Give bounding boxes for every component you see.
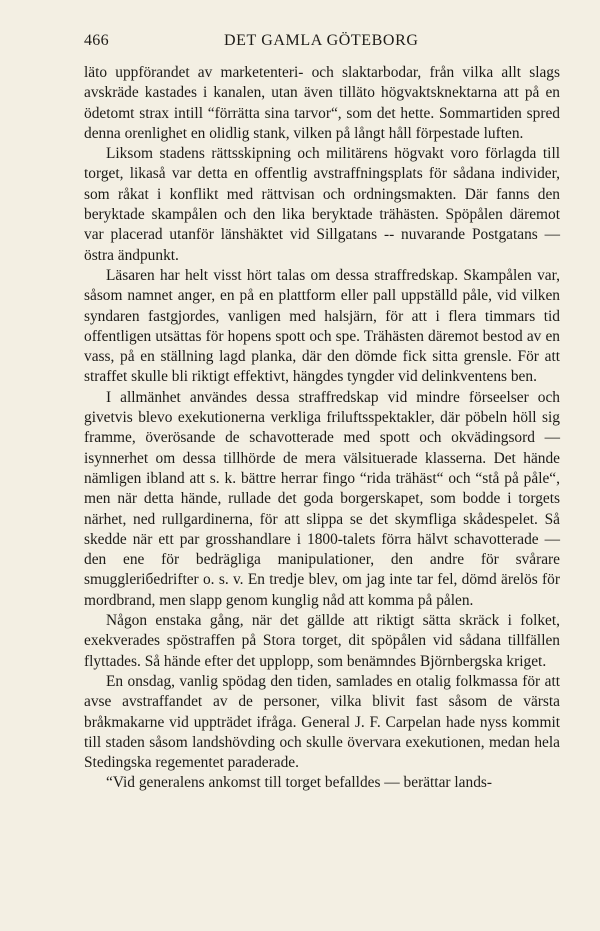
running-title: DET GAMLA GÖTEBORG <box>224 32 419 49</box>
page-number: 466 <box>84 32 109 49</box>
paragraph: Liksom stadens rättsskipning och militärens högvakt voro förlagda till torget, likaså var detta en offentlig avstraffningsplats för sådana individer, som råkat i konflikt med rättvisan och ordningsmakten. Där fanns den beryktade skampålen och den lika beryktade trähästen. Spöpålen däremot var placerad utanför länshäktet vid Sillgatans -- nuvarande Postgatans — östra ändpunkt. <box>84 145 560 264</box>
paragraph: I allmänhet användes dessa straffredskap vid mindre förseelser och givetvis blevo exekutionerna verkliga friluftsspektakler, där pöbeln höll sig framme, överösande de schavotterade med spott och okvädingsord — isynnerhet om dessa tillhörde de mera välsituerade klasserna. Det hände nämligen ibland att s. k. bättre herrar fingo “rida trähäst“ och “stå på påle“, men när detta hände, rullade det goda borgerskapet, som bodde i torgets närhet, ned rullgardinerna, för att slippa se det skymfliga skådespelet. Så skedde när ett par grosshandlare i 1800-talets förra hälvt schavotterade — den ene för bedrägliga manipulationer, den andre för svårare smugglerібedrifter o. s. v. En tredje blev, om jag inte tar fel, dömd ärelös för mordbrand, men slapp genom kunglig nåd att komma på pålen. <box>84 388 560 609</box>
paragraph: En onsdag, vanlig spödag den tiden, samlades en otalig folkmassa för att avse avstraffandet av de personer, vilka blivit fast såsom de värsta bråkmakarne vid uppträdet ifråga. General J. F. Carpelan hade nyss kommit till staden såsom landshövding och skulle övervara exekutionen, medan hela Stedingska regementet paraderade. <box>84 672 560 772</box>
paragraph-quote: “Vid generalens ankomst till torget befalldes — berättar lands- <box>106 774 492 792</box>
running-header <box>84 32 560 52</box>
paragraph: Någon enstaka gång, när det gällde att riktigt sätta skräck i folket, exekverades spöstraffen på Stora torget, dit spöpålen vid sådana tillfällen flyttades. Så hände efter det upplopp, som benämndes Björnbergska kriget. <box>84 612 560 670</box>
paragraph-continuation: läto uppförandet av marketenteri- och slaktarbodar, från vilka allt slags avskräde kastades i kanalen, utan även tilläto högvaktsknektarna att på en ödetomt strax intill “förrätta sina tarvor“, som det hette. Sommartiden spred denna orenlighet en olidlig stank, vilken på långt håll förpestade luften. <box>84 64 560 142</box>
paragraph: Läsaren har helt visst hört talas om dessa straffredskap. Skampålen var, såsom namnet anger, en på en plattform eller pall uppställd påle, vid vilken syndaren fastgjordes, vanligen med halsjärn, för att i flera timmars tid offentligen utsättas för hopens spott och spe. Trähästen däremot bestod av en vass, på en ställning lagd planka, där den dömde fick sitta grensle. För att straffet skulle bli riktigt effektivt, hängdes tyngder vid delinkventens ben. <box>84 266 560 386</box>
body-text <box>84 63 560 794</box>
